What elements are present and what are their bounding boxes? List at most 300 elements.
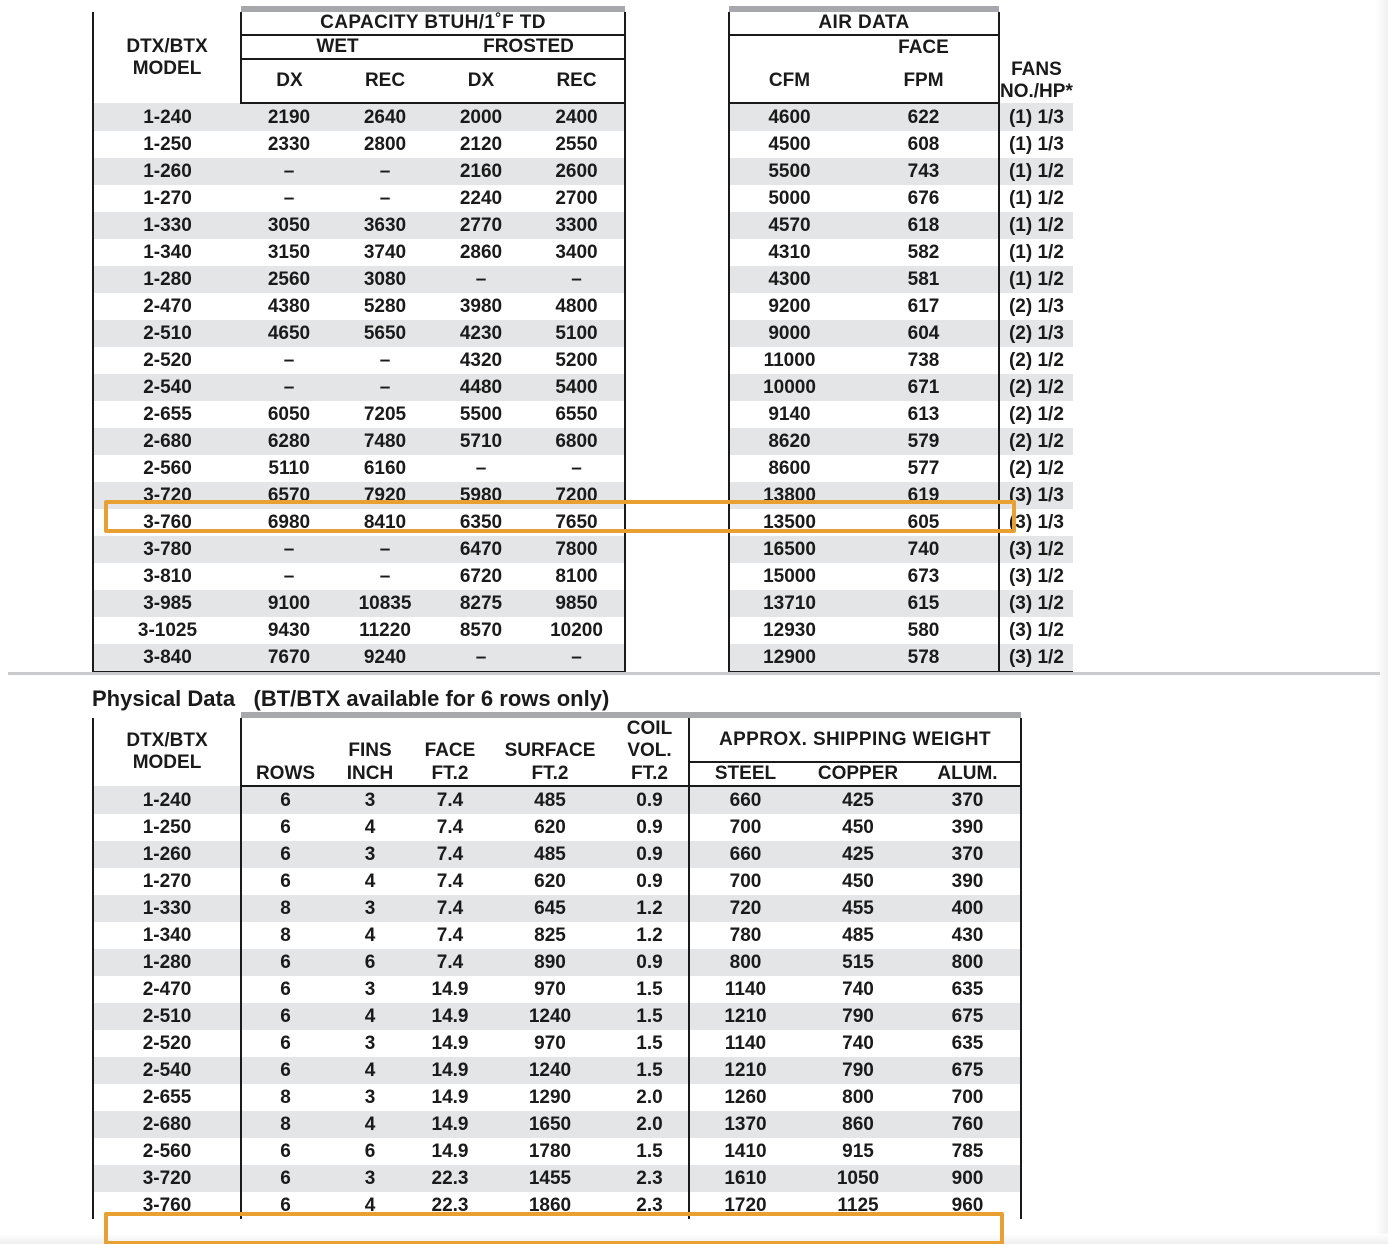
physical-cell-coil: 0.9 bbox=[611, 949, 689, 976]
physical-cell-face: 14.9 bbox=[411, 1057, 489, 1084]
physical-cell-alum: 675 bbox=[915, 1057, 1021, 1084]
table-row bbox=[93, 1057, 1021, 1084]
capacity-cell-wet-rec: 9240 bbox=[337, 644, 433, 672]
capacity-cell-fpm: 618 bbox=[849, 212, 999, 239]
capacity-cell-fans: (3) 1/2 bbox=[999, 590, 1073, 617]
capacity-cell-frosted-rec: 6550 bbox=[529, 401, 625, 428]
capacity-cell-frosted-rec: 3300 bbox=[529, 212, 625, 239]
physical-table-container bbox=[92, 712, 1022, 1219]
table-row bbox=[93, 347, 1073, 374]
physical-face-header: FACE bbox=[424, 740, 476, 761]
physical-cell-coil: 2.3 bbox=[611, 1165, 689, 1192]
capacity-gap bbox=[625, 536, 729, 563]
table-row bbox=[93, 590, 1073, 617]
physical-data-title-note: (BT/BTX available for 6 rows only) bbox=[253, 686, 610, 711]
fans-header-line1: FANS bbox=[1011, 59, 1062, 80]
physical-cell-face: 7.4 bbox=[411, 868, 489, 895]
physical-cell-fins: 3 bbox=[329, 895, 411, 922]
capacity-cell-fans: (2) 1/3 bbox=[999, 293, 1073, 320]
capacity-cell-wet-rec: 11220 bbox=[337, 617, 433, 644]
capacity-cell-fans: (3) 1/3 bbox=[999, 509, 1073, 536]
physical-cell-face: 14.9 bbox=[411, 1003, 489, 1030]
capacity-cell-model: 3-1025 bbox=[93, 617, 241, 644]
physical-cell-alum: 900 bbox=[915, 1165, 1021, 1192]
capacity-gap bbox=[625, 590, 729, 617]
capacity-cell-model: 3-760 bbox=[93, 509, 241, 536]
rows-header bbox=[241, 718, 329, 762]
table-row bbox=[93, 841, 1021, 868]
physical-data-title-main: Physical Data bbox=[92, 686, 236, 711]
model-header-line1: DTX/BTX bbox=[126, 35, 208, 57]
physical-cell-steel: 1410 bbox=[689, 1138, 801, 1165]
physical-cell-fins: 6 bbox=[329, 949, 411, 976]
capacity-gap bbox=[625, 644, 729, 672]
capacity-cell-wet-rec: – bbox=[337, 347, 433, 374]
physical-cell-model: 1-260 bbox=[93, 841, 241, 868]
capacity-cell-wet-dx: 3150 bbox=[241, 239, 337, 266]
physical-cell-steel: 700 bbox=[689, 868, 801, 895]
physical-cell-copper: 515 bbox=[801, 949, 915, 976]
physical-cell-rows: 8 bbox=[241, 922, 329, 949]
physical-cell-model: 2-520 bbox=[93, 1030, 241, 1057]
capacity-cell-fans: (1) 1/3 bbox=[999, 103, 1073, 131]
capacity-cell-model: 1-330 bbox=[93, 212, 241, 239]
physical-cell-alum: 700 bbox=[915, 1084, 1021, 1111]
capacity-cell-cfm: 16500 bbox=[729, 536, 849, 563]
physical-cell-coil: 1.5 bbox=[611, 976, 689, 1003]
capacity-cell-frosted-rec: 7650 bbox=[529, 509, 625, 536]
physical-cell-copper: 800 bbox=[801, 1084, 915, 1111]
capacity-cell-frosted-dx: 6470 bbox=[433, 536, 529, 563]
table-row bbox=[93, 1192, 1021, 1219]
capacity-cell-cfm: 8600 bbox=[729, 455, 849, 482]
physical-cell-steel: 660 bbox=[689, 841, 801, 868]
physical-cell-copper: 790 bbox=[801, 1003, 915, 1030]
table-row bbox=[93, 976, 1021, 1003]
capacity-cell-cfm: 8620 bbox=[729, 428, 849, 455]
physical-cell-model: 3-760 bbox=[93, 1192, 241, 1219]
physical-cell-face: 7.4 bbox=[411, 922, 489, 949]
capacity-cell-fans: (2) 1/2 bbox=[999, 374, 1073, 401]
capacity-cell-fans: (1) 1/2 bbox=[999, 266, 1073, 293]
table-row bbox=[93, 536, 1073, 563]
physical-cell-copper: 455 bbox=[801, 895, 915, 922]
physical-model-header bbox=[93, 718, 241, 786]
physical-cell-alum: 400 bbox=[915, 895, 1021, 922]
physical-cell-surface: 1860 bbox=[489, 1192, 611, 1219]
capacity-cell-frosted-rec: 5400 bbox=[529, 374, 625, 401]
physical-data-title bbox=[92, 686, 609, 712]
physical-cell-alum: 430 bbox=[915, 922, 1021, 949]
physical-cell-face: 14.9 bbox=[411, 1138, 489, 1165]
physical-cell-surface: 970 bbox=[489, 976, 611, 1003]
capacity-cell-fpm: 738 bbox=[849, 347, 999, 374]
capacity-cell-model: 3-810 bbox=[93, 563, 241, 590]
capacity-cell-fpm: 580 bbox=[849, 617, 999, 644]
table-row bbox=[93, 1111, 1021, 1138]
physical-cell-model: 2-510 bbox=[93, 1003, 241, 1030]
capacity-gap bbox=[625, 563, 729, 590]
air-data-group-header: AIR DATA bbox=[729, 12, 999, 35]
capacity-gap bbox=[625, 482, 729, 509]
physical-cell-coil: 1.5 bbox=[611, 1138, 689, 1165]
capacity-gap bbox=[625, 509, 729, 536]
capacity-cell-frosted-dx: 4230 bbox=[433, 320, 529, 347]
physical-cell-fins: 3 bbox=[329, 1165, 411, 1192]
physical-cell-surface: 485 bbox=[489, 786, 611, 814]
physical-cell-surface: 620 bbox=[489, 868, 611, 895]
capacity-cell-cfm: 10000 bbox=[729, 374, 849, 401]
physical-cell-coil: 1.5 bbox=[611, 1030, 689, 1057]
physical-cell-copper: 485 bbox=[801, 922, 915, 949]
capacity-cell-fans: (2) 1/2 bbox=[999, 455, 1073, 482]
physical-cell-coil: 1.5 bbox=[611, 1003, 689, 1030]
physical-cell-rows: 6 bbox=[241, 949, 329, 976]
capacity-cell-wet-dx: 9430 bbox=[241, 617, 337, 644]
capacity-cell-frosted-rec: – bbox=[529, 455, 625, 482]
physical-cell-model: 2-655 bbox=[93, 1084, 241, 1111]
capacity-cell-cfm: 4600 bbox=[729, 103, 849, 131]
capacity-cell-fans: (2) 1/2 bbox=[999, 401, 1073, 428]
copper-header: COPPER bbox=[801, 762, 915, 786]
coil-header bbox=[611, 718, 689, 762]
capacity-cell-frosted-rec: 5200 bbox=[529, 347, 625, 374]
capacity-cell-wet-dx: – bbox=[241, 185, 337, 212]
capacity-cell-frosted-dx: – bbox=[433, 644, 529, 672]
capacity-cell-fpm: 676 bbox=[849, 185, 999, 212]
table-row bbox=[93, 320, 1073, 347]
capacity-cell-model: 1-280 bbox=[93, 266, 241, 293]
capacity-table bbox=[92, 6, 1073, 673]
capacity-cell-cfm: 5000 bbox=[729, 185, 849, 212]
capacity-cell-cfm: 13500 bbox=[729, 509, 849, 536]
capacity-cell-wet-dx: 4650 bbox=[241, 320, 337, 347]
capacity-cell-frosted-dx: 4320 bbox=[433, 347, 529, 374]
physical-cell-copper: 425 bbox=[801, 841, 915, 868]
capacity-cell-cfm: 12900 bbox=[729, 644, 849, 672]
capacity-cell-wet-rec: – bbox=[337, 185, 433, 212]
capacity-cell-fans: (2) 1/3 bbox=[999, 320, 1073, 347]
physical-cell-model: 2-560 bbox=[93, 1138, 241, 1165]
capacity-cell-wet-rec: – bbox=[337, 374, 433, 401]
capacity-cell-model: 2-540 bbox=[93, 374, 241, 401]
capacity-cell-fpm: 582 bbox=[849, 239, 999, 266]
capacity-cell-wet-rec: – bbox=[337, 158, 433, 185]
capacity-cell-frosted-dx: 2000 bbox=[433, 103, 529, 131]
table-row bbox=[93, 185, 1073, 212]
capacity-cell-fpm: 608 bbox=[849, 131, 999, 158]
physical-table-body bbox=[93, 786, 1021, 1219]
capacity-cell-model: 2-470 bbox=[93, 293, 241, 320]
capacity-cell-frosted-dx: 6350 bbox=[433, 509, 529, 536]
capacity-cell-frosted-dx: 4480 bbox=[433, 374, 529, 401]
capacity-cell-model: 2-520 bbox=[93, 347, 241, 374]
table-row bbox=[93, 1030, 1021, 1057]
physical-cell-copper: 740 bbox=[801, 976, 915, 1003]
capacity-gap bbox=[625, 158, 729, 185]
capacity-cell-fpm: 604 bbox=[849, 320, 999, 347]
capacity-cell-frosted-dx: 8275 bbox=[433, 590, 529, 617]
physical-model-header-line2: MODEL bbox=[132, 752, 202, 773]
capacity-cell-cfm: 9200 bbox=[729, 293, 849, 320]
wet-dx-header: DX bbox=[241, 59, 337, 103]
physical-cell-alum: 635 bbox=[915, 976, 1021, 1003]
physical-cell-face: 14.9 bbox=[411, 1084, 489, 1111]
capacity-cell-wet-rec: 7920 bbox=[337, 482, 433, 509]
capacity-cell-fpm: 617 bbox=[849, 293, 999, 320]
physical-cell-coil: 0.9 bbox=[611, 841, 689, 868]
capacity-gap bbox=[625, 401, 729, 428]
capacity-cell-model: 2-680 bbox=[93, 428, 241, 455]
physical-cell-fins: 4 bbox=[329, 1192, 411, 1219]
capacity-cell-fpm: 579 bbox=[849, 428, 999, 455]
capacity-gap bbox=[625, 293, 729, 320]
capacity-cell-fans: (1) 1/2 bbox=[999, 212, 1073, 239]
physical-cell-steel: 1210 bbox=[689, 1057, 801, 1084]
physical-cell-coil: 1.2 bbox=[611, 895, 689, 922]
physical-cell-rows: 6 bbox=[241, 868, 329, 895]
physical-cell-copper: 790 bbox=[801, 1057, 915, 1084]
capacity-cell-wet-dx: 7670 bbox=[241, 644, 337, 672]
table-row bbox=[93, 293, 1073, 320]
physical-cell-face: 7.4 bbox=[411, 895, 489, 922]
capacity-cell-wet-rec: 2640 bbox=[337, 103, 433, 131]
rows-subheader: ROWS bbox=[241, 762, 329, 786]
table-row bbox=[93, 401, 1073, 428]
capacity-table-head bbox=[93, 6, 1073, 103]
capacity-cell-frosted-rec: 8100 bbox=[529, 563, 625, 590]
capacity-cell-fpm: 671 bbox=[849, 374, 999, 401]
physical-cell-rows: 6 bbox=[241, 1192, 329, 1219]
capacity-cell-fans: (3) 1/3 bbox=[999, 482, 1073, 509]
physical-cell-copper: 450 bbox=[801, 868, 915, 895]
capacity-cell-cfm: 4500 bbox=[729, 131, 849, 158]
physical-cell-steel: 1140 bbox=[689, 976, 801, 1003]
physical-cell-steel: 1260 bbox=[689, 1084, 801, 1111]
physical-cell-model: 2-540 bbox=[93, 1057, 241, 1084]
table-row bbox=[93, 455, 1073, 482]
physical-cell-rows: 6 bbox=[241, 976, 329, 1003]
face-subheader: FACE bbox=[849, 35, 999, 59]
physical-cell-fins: 3 bbox=[329, 841, 411, 868]
capacity-cell-wet-dx: 2560 bbox=[241, 266, 337, 293]
physical-cell-coil: 2.3 bbox=[611, 1192, 689, 1219]
wet-rec-header: REC bbox=[337, 59, 433, 103]
capacity-cell-cfm: 4310 bbox=[729, 239, 849, 266]
physical-cell-alum: 960 bbox=[915, 1192, 1021, 1219]
physical-cell-model: 1-270 bbox=[93, 868, 241, 895]
coil-header-line1: COIL bbox=[626, 718, 673, 739]
physical-cell-face: 14.9 bbox=[411, 1111, 489, 1138]
physical-cell-surface: 1455 bbox=[489, 1165, 611, 1192]
capacity-cell-wet-rec: 3630 bbox=[337, 212, 433, 239]
physical-cell-copper: 1125 bbox=[801, 1192, 915, 1219]
capacity-cell-fpm: 740 bbox=[849, 536, 999, 563]
capacity-gap bbox=[625, 185, 729, 212]
physical-cell-fins: 3 bbox=[329, 976, 411, 1003]
steel-header: STEEL bbox=[689, 762, 801, 786]
physical-cell-fins: 3 bbox=[329, 786, 411, 814]
capacity-cell-frosted-dx: 8570 bbox=[433, 617, 529, 644]
physical-cell-face: 7.4 bbox=[411, 841, 489, 868]
table-row bbox=[93, 644, 1073, 672]
table-row bbox=[93, 1165, 1021, 1192]
capacity-table-container bbox=[92, 6, 1073, 673]
table-row bbox=[93, 266, 1073, 293]
capacity-cell-fans: (2) 1/2 bbox=[999, 347, 1073, 374]
physical-cell-rows: 6 bbox=[241, 1057, 329, 1084]
physical-table bbox=[92, 712, 1022, 1219]
capacity-cell-wet-dx: 5110 bbox=[241, 455, 337, 482]
capacity-cell-frosted-rec: – bbox=[529, 644, 625, 672]
capacity-cell-cfm: 5500 bbox=[729, 158, 849, 185]
capacity-cell-wet-rec: 3080 bbox=[337, 266, 433, 293]
capacity-cell-fans: (1) 1/3 bbox=[999, 131, 1073, 158]
physical-cell-steel: 1370 bbox=[689, 1111, 801, 1138]
capacity-cell-fans: (3) 1/2 bbox=[999, 536, 1073, 563]
physical-cell-fins: 4 bbox=[329, 922, 411, 949]
capacity-cell-fpm: 743 bbox=[849, 158, 999, 185]
physical-cell-model: 3-720 bbox=[93, 1165, 241, 1192]
physical-cell-model: 1-280 bbox=[93, 949, 241, 976]
table-row bbox=[93, 482, 1073, 509]
physical-cell-rows: 6 bbox=[241, 841, 329, 868]
capacity-gap bbox=[625, 455, 729, 482]
physical-model-header-line1: DTX/BTX bbox=[126, 730, 208, 751]
capacity-cell-frosted-dx: 2770 bbox=[433, 212, 529, 239]
capacity-cell-frosted-dx: – bbox=[433, 266, 529, 293]
capacity-cell-fans: (3) 1/2 bbox=[999, 644, 1073, 672]
capacity-cell-fpm: 605 bbox=[849, 509, 999, 536]
capacity-cell-frosted-dx: 2120 bbox=[433, 131, 529, 158]
physical-cell-coil: 0.9 bbox=[611, 786, 689, 814]
capacity-cell-cfm: 9140 bbox=[729, 401, 849, 428]
capacity-cell-model: 3-985 bbox=[93, 590, 241, 617]
physical-cell-fins: 4 bbox=[329, 1003, 411, 1030]
capacity-cell-wet-dx: 6980 bbox=[241, 509, 337, 536]
capacity-cell-wet-rec: 3740 bbox=[337, 239, 433, 266]
table-row bbox=[93, 617, 1073, 644]
capacity-cell-model: 1-240 bbox=[93, 103, 241, 131]
capacity-cell-model: 1-270 bbox=[93, 185, 241, 212]
physical-cell-coil: 1.5 bbox=[611, 1057, 689, 1084]
capacity-cell-model: 2-560 bbox=[93, 455, 241, 482]
table-row bbox=[93, 158, 1073, 185]
capacity-cell-frosted-rec: 3400 bbox=[529, 239, 625, 266]
capacity-cell-wet-dx: – bbox=[241, 347, 337, 374]
capacity-cell-wet-rec: 5650 bbox=[337, 320, 433, 347]
capacity-cell-wet-rec: 6160 bbox=[337, 455, 433, 482]
capacity-cell-fans: (3) 1/2 bbox=[999, 563, 1073, 590]
physical-cell-alum: 785 bbox=[915, 1138, 1021, 1165]
capacity-cell-fpm: 613 bbox=[849, 401, 999, 428]
capacity-cell-wet-dx: 2330 bbox=[241, 131, 337, 158]
capacity-cell-wet-dx: 6050 bbox=[241, 401, 337, 428]
capacity-cell-wet-dx: 3050 bbox=[241, 212, 337, 239]
physical-cell-model: 1-250 bbox=[93, 814, 241, 841]
frosted-subheader: FROSTED bbox=[433, 35, 625, 59]
capacity-cell-frosted-rec: 7200 bbox=[529, 482, 625, 509]
capacity-gap bbox=[625, 347, 729, 374]
capacity-cell-fans: (3) 1/2 bbox=[999, 617, 1073, 644]
face-subheader-2: FT.2 bbox=[411, 762, 489, 786]
capacity-cell-wet-dx: 6570 bbox=[241, 482, 337, 509]
capacity-cell-wet-rec: 2800 bbox=[337, 131, 433, 158]
physical-cell-model: 1-340 bbox=[93, 922, 241, 949]
physical-cell-copper: 450 bbox=[801, 814, 915, 841]
physical-cell-rows: 8 bbox=[241, 1111, 329, 1138]
physical-cell-fins: 4 bbox=[329, 868, 411, 895]
capacity-cell-cfm: 15000 bbox=[729, 563, 849, 590]
frosted-rec-header: REC bbox=[529, 59, 625, 103]
capacity-cell-cfm: 4570 bbox=[729, 212, 849, 239]
capacity-gap bbox=[625, 374, 729, 401]
physical-cell-alum: 370 bbox=[915, 786, 1021, 814]
physical-cell-rows: 8 bbox=[241, 895, 329, 922]
capacity-cell-frosted-dx: 3980 bbox=[433, 293, 529, 320]
table-row bbox=[93, 922, 1021, 949]
fins-subheader: INCH bbox=[329, 762, 411, 786]
physical-cell-face: 22.3 bbox=[411, 1192, 489, 1219]
capacity-cell-wet-dx: – bbox=[241, 158, 337, 185]
capacity-gap bbox=[625, 103, 729, 131]
physical-cell-fins: 4 bbox=[329, 814, 411, 841]
table-row bbox=[93, 563, 1073, 590]
capacity-cell-cfm: 9000 bbox=[729, 320, 849, 347]
capacity-cell-fans: (1) 1/2 bbox=[999, 185, 1073, 212]
capacity-cell-fpm: 619 bbox=[849, 482, 999, 509]
cfm-header: CFM bbox=[729, 59, 849, 103]
alum-header: ALUM. bbox=[915, 762, 1021, 786]
model-header-line2: MODEL bbox=[132, 57, 202, 79]
physical-cell-rows: 6 bbox=[241, 1165, 329, 1192]
capacity-cell-wet-dx: 2190 bbox=[241, 103, 337, 131]
capacity-cell-fpm: 578 bbox=[849, 644, 999, 672]
capacity-cell-wet-rec: – bbox=[337, 563, 433, 590]
physical-cell-rows: 8 bbox=[241, 1084, 329, 1111]
physical-cell-face: 7.4 bbox=[411, 786, 489, 814]
physical-cell-steel: 660 bbox=[689, 786, 801, 814]
capacity-cell-frosted-rec: 2600 bbox=[529, 158, 625, 185]
physical-cell-alum: 390 bbox=[915, 814, 1021, 841]
capacity-cell-fans: (1) 1/2 bbox=[999, 158, 1073, 185]
physical-cell-fins: 3 bbox=[329, 1030, 411, 1057]
physical-cell-coil: 0.9 bbox=[611, 868, 689, 895]
page-edge-bottom bbox=[0, 1234, 1388, 1244]
capacity-cell-model: 1-250 bbox=[93, 131, 241, 158]
capacity-gap bbox=[625, 239, 729, 266]
capacity-cell-fpm: 622 bbox=[849, 103, 999, 131]
physical-cell-fins: 4 bbox=[329, 1057, 411, 1084]
capacity-cell-wet-dx: – bbox=[241, 563, 337, 590]
physical-cell-surface: 970 bbox=[489, 1030, 611, 1057]
physical-cell-surface: 645 bbox=[489, 895, 611, 922]
physical-cell-surface: 1240 bbox=[489, 1003, 611, 1030]
physical-table-head bbox=[93, 712, 1021, 786]
capacity-gap bbox=[625, 212, 729, 239]
table-row bbox=[93, 1138, 1021, 1165]
table-row bbox=[93, 239, 1073, 266]
capacity-gap bbox=[625, 428, 729, 455]
fans-header-line2: NO./HP* bbox=[1000, 81, 1073, 102]
capacity-cell-model: 3-840 bbox=[93, 644, 241, 672]
physical-cell-surface: 890 bbox=[489, 949, 611, 976]
capacity-cell-wet-rec: 10835 bbox=[337, 590, 433, 617]
capacity-cell-frosted-rec: 2550 bbox=[529, 131, 625, 158]
physical-cell-copper: 425 bbox=[801, 786, 915, 814]
capacity-cell-wet-dx: – bbox=[241, 536, 337, 563]
physical-cell-face: 14.9 bbox=[411, 1030, 489, 1057]
